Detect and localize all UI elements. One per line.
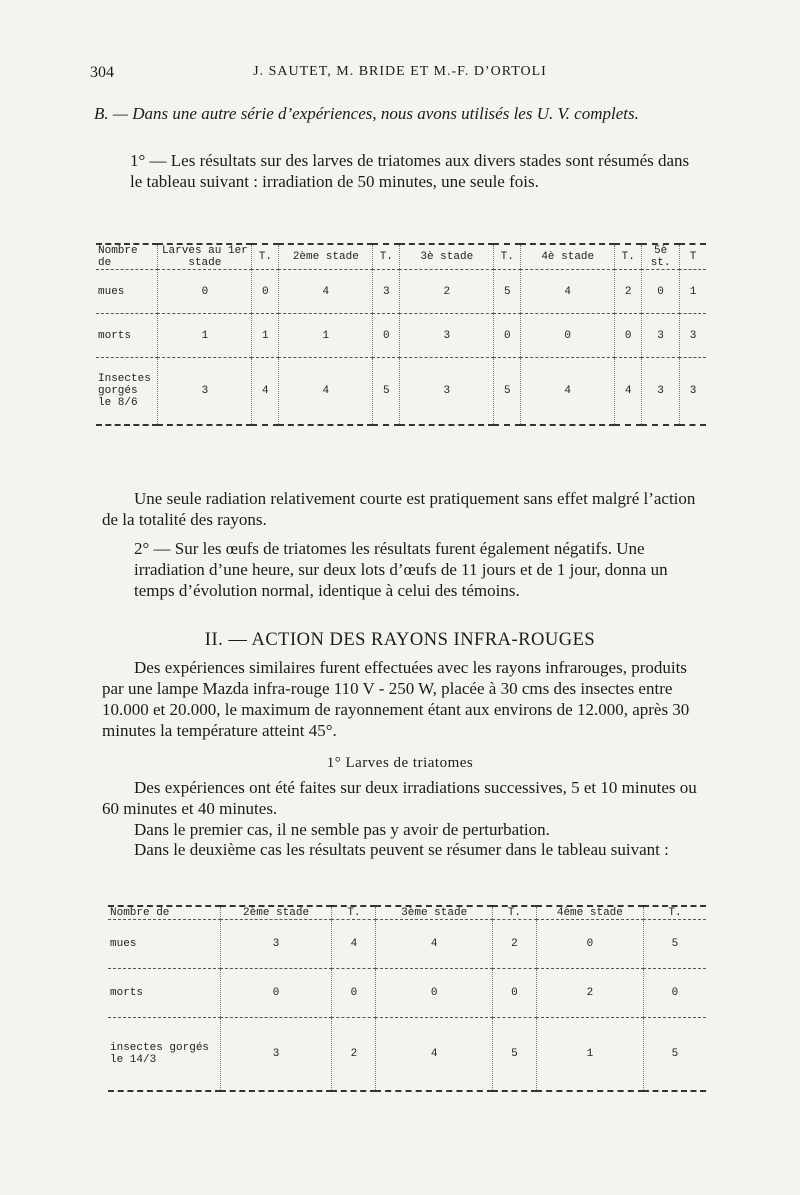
table2-header-cell: T. [332, 906, 376, 920]
table-cell: 1 [680, 270, 707, 314]
table-row [96, 314, 706, 358]
table-larvae-uv [96, 243, 706, 426]
table1-header-cell: 5è st. [642, 244, 680, 270]
table-cell: 3 [158, 358, 252, 426]
table-cell: 5 [643, 920, 706, 969]
table-row [108, 920, 706, 969]
table2-header-cell: T. [492, 906, 536, 920]
table2-header-cell: Nombre de [110, 907, 170, 919]
para-c: Dans le deuxième cas les résultats peuvent se résumer dans le tableau suivant : [134, 840, 669, 859]
sub-heading: 1° Larves de triatomes [326, 755, 474, 771]
table-cell: 2 [492, 920, 536, 969]
table-cell: 4 [521, 270, 615, 314]
table-cell: 3 [400, 314, 494, 358]
table-cell: 2 [400, 270, 494, 314]
row-label: morts [110, 987, 144, 999]
table-cell: 2 [536, 969, 643, 1018]
table2-header-cell: 4ème stade [536, 906, 643, 920]
table-cell: 1 [158, 314, 252, 358]
table2-header-cell: 3ème stade [376, 906, 493, 920]
row-label: mues [110, 938, 137, 950]
para-after-table1: Une seule radiation relativement courte est pratiquement sans effet malgré l’action de la totalité des rayons. [102, 489, 696, 529]
table-cell: 5 [494, 358, 521, 426]
table-cell: 4 [376, 920, 493, 969]
table-row [108, 1018, 706, 1092]
table-cell: 3 [373, 270, 400, 314]
table1-header-cell: T. [615, 244, 642, 270]
table-cell: 3 [642, 358, 680, 426]
row-label: Insectes gorgés le 8/6 [98, 373, 151, 409]
para-b: Dans le premier cas, il ne semble pas y avoir de perturbation. [134, 820, 550, 839]
table-cell: 3 [642, 314, 680, 358]
table-cell: 3 [680, 358, 707, 426]
table2-header-cell: T. [643, 906, 706, 920]
row-label: mues [98, 285, 125, 298]
table1-header-cell: T. [252, 244, 279, 270]
table1-header-cell: 4è stade [521, 244, 615, 270]
table-cell: 0 [643, 969, 706, 1018]
table-row [108, 969, 706, 1018]
table-cell: 0 [220, 969, 332, 1018]
table-cell: 4 [376, 1018, 493, 1092]
table-cell: 5 [643, 1018, 706, 1092]
table1-header-cell: T. [373, 244, 400, 270]
section-2-text: Des expériences similaires furent effectuées avec les rayons infrarouges, produits par une lampe Mazda infra-rouge 110 V - 250 W, placée à 30 cms des insectes entre 10.000 et 20.000, le maximum de rayonnement étant aux environs de 12.000, après 30 minutes la température atteint 45°. [102, 658, 690, 740]
running-head: J. SAUTET, M. BRIDE ET M.-F. D’ORTOLI [253, 64, 547, 79]
table-cell: 2 [615, 270, 642, 314]
item-1-text: 1° — Les résultats sur des larves de triatomes aux divers stades sont résumés dans le tableau suivant : irradiation de 50 minutes, une seule fois. [130, 151, 690, 191]
table1-header-cell: T. [494, 244, 521, 270]
table-cell: 1 [279, 314, 373, 358]
section-b-text: B. — Dans une autre série d’expériences, nous avons utilisés les U. V. complets. [94, 104, 639, 123]
table-larvae-ir [108, 905, 706, 1092]
table-cell: 0 [332, 969, 376, 1018]
table2-header-cell: 2ème stade [220, 906, 332, 920]
table2-header-row [108, 906, 706, 920]
table-cell: 0 [492, 969, 536, 1018]
table1-header-cell: T [680, 244, 707, 270]
table-cell: 3 [400, 358, 494, 426]
table-cell: 0 [376, 969, 493, 1018]
table-cell: 0 [373, 314, 400, 358]
table-cell: 4 [615, 358, 642, 426]
row-label: insectes gorgés le 14/3 [110, 1042, 210, 1066]
table-cell: 0 [252, 270, 279, 314]
table1-header-cell: 3è stade [400, 244, 494, 270]
table-cell: 5 [492, 1018, 536, 1092]
table1-header-cell: Nombre de [98, 245, 138, 269]
table1-header-cell: 2ème stade [279, 244, 373, 270]
row-label: morts [98, 329, 132, 342]
table-cell: 3 [680, 314, 707, 358]
table-cell: 0 [494, 314, 521, 358]
table-cell: 5 [373, 358, 400, 426]
table-cell: 4 [332, 920, 376, 969]
table-row [96, 270, 706, 314]
para-a: Des expériences ont été faites sur deux irradiations successives, 5 et 10 minutes ou 60 minutes et 40 minutes. [102, 778, 697, 818]
table-cell: 3 [220, 1018, 332, 1092]
table-cell: 1 [252, 314, 279, 358]
table-cell: 0 [521, 314, 615, 358]
section-2-heading: II. — ACTION DES RAYONS INFRA-ROUGES [204, 630, 596, 650]
table-cell: 4 [521, 358, 615, 426]
table-cell: 4 [252, 358, 279, 426]
table-row [96, 358, 706, 426]
item-2-text: 2° — Sur les œufs de triatomes les résultats furent également négatifs. Une irradiation d’une heure, sur deux lots d’œufs de 11 jours et de 1 jour, donna un temps d’évolution normal, identique à celui des témoins. [134, 539, 668, 600]
table-cell: 2 [332, 1018, 376, 1092]
table-cell: 4 [279, 358, 373, 426]
table1-header-cell: Larves au 1er stade [158, 244, 252, 270]
table-cell: 0 [158, 270, 252, 314]
table-cell: 0 [536, 920, 643, 969]
page-number: 304 [90, 64, 114, 81]
table-cell: 1 [536, 1018, 643, 1092]
table-cell: 5 [494, 270, 521, 314]
table-cell: 0 [615, 314, 642, 358]
table1-header-row [96, 244, 706, 270]
table-cell: 3 [220, 920, 332, 969]
table-cell: 0 [642, 270, 680, 314]
table-cell: 4 [279, 270, 373, 314]
page-header [0, 58, 800, 88]
